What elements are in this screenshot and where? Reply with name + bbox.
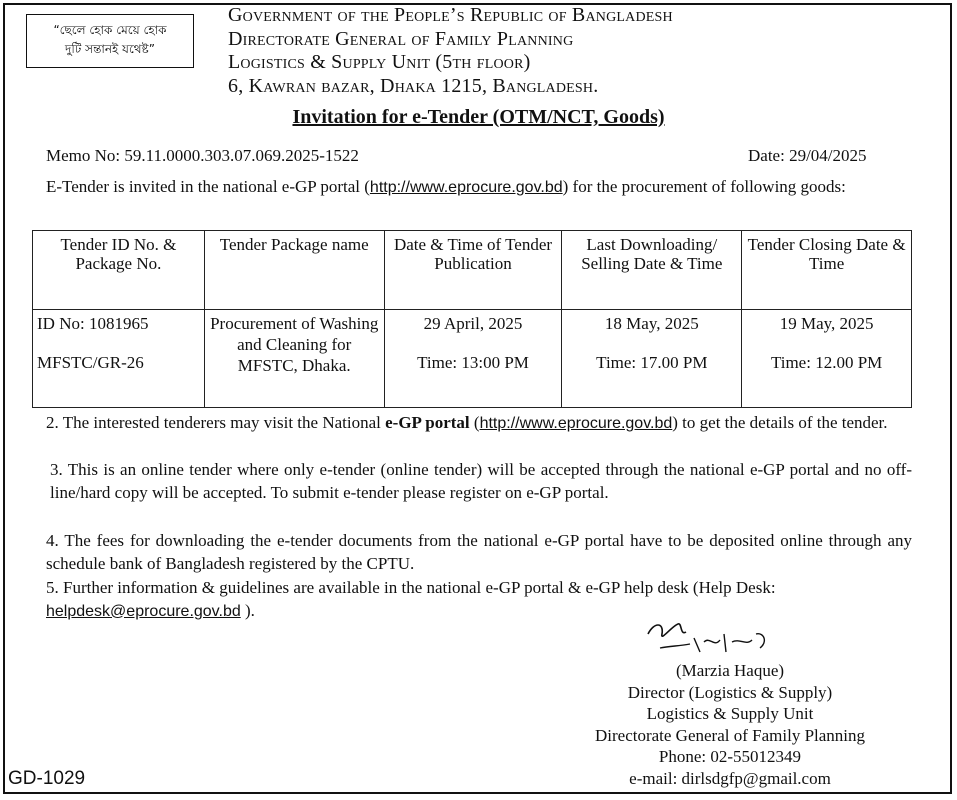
p5-text-after: ). [240,600,255,620]
table-header-row [33,231,912,310]
table-row [33,310,912,408]
p2-text-before: 2. The interested tenderers may visit the National [46,413,386,432]
publication-time: Time: 13:00 PM [417,353,529,372]
signatory-unit: Logistics & Supply Unit [646,704,814,723]
slogan-box [26,14,194,68]
p2-text-mid: ( [469,413,480,432]
downloading-date: 18 May, 2025 [604,314,699,333]
tender-id: ID No: 1081965 [37,314,149,333]
header-tender-id: Tender ID No. & Package No. [33,231,205,310]
letterhead [228,4,673,98]
letterhead-unit: Logistics & Supply Unit (5th floor) [228,51,531,73]
paragraph-4: 4. The fees for downloading the e-tender documents from the national e-GP portal have to be deposited online through any schedule bank of Bangladesh registered by the CPTU. [46,531,912,573]
tender-table [32,230,912,408]
signature-scribble [640,612,790,660]
slogan-line-1: “ছেলে হোক মেয়ে হোক [53,23,167,37]
p2-text-after: ) to get the details of the tender. [672,413,888,432]
cell-closing [742,310,912,408]
downloading-time: Time: 17.00 PM [596,353,708,372]
document-code: GD-1029 [8,768,86,789]
memo-date: Date: 29/04/2025 [748,146,867,165]
letterhead-directorate: Directorate General of Family Planning [228,27,574,50]
cell-publication [384,310,562,408]
eprocure-link-2[interactable]: http://www.eprocure.gov.bd [479,415,673,432]
letterhead-government: Government of the People’s Republic of Bangladesh [228,4,673,26]
cell-package-name: Procurement of Washing and Cleaning for MFSTC, Dhaka. [204,310,384,408]
document-title [0,106,957,129]
header-closing: Tender Closing Date & Time [742,231,912,310]
intro-text-before: E-Tender is invited in the national e-GP portal ( [46,177,370,196]
slogan-line-2: দুটি সন্তানই যথেষ্ট” [65,42,155,56]
signatory-email: e-mail: dirlsdgfp@gmail.com [629,768,831,788]
closing-date: 19 May, 2025 [779,314,874,333]
intro-paragraph [46,176,912,200]
closing-time: Time: 12.00 PM [770,353,883,372]
signatory-name: (Marzia Haque) [675,661,785,680]
paragraph-2 [46,412,912,436]
paragraph-3: 3. This is an online tender where only e-tender (online tender) will be accepted through the national e-GP portal and no off-line/hard copy will be accepted. To submit e-tender please register on e-GP portal. [50,460,912,502]
signatory-phone: Phone: 02-55012349 [658,747,802,766]
publication-date: 29 April, 2025 [423,314,523,333]
header-publication: Date & Time of Tender Publication [384,231,562,310]
memo-number: Memo No: 59.11.0000.303.07.069.2025-1522 [46,146,359,165]
cell-tender-id [33,310,205,408]
p2-bold-portal: e-GP portal [385,413,470,432]
intro-text-after: ) for the procurement of following goods: [562,177,846,196]
header-package-name: Tender Package name [204,231,384,310]
letterhead-address: 6, Kawran bazar, Dhaka 1215, Bangladesh. [228,74,599,97]
signature-block [530,660,930,789]
signatory-org: Directorate General of Family Planning [594,725,866,745]
helpdesk-email-link[interactable]: helpdesk@eprocure.gov.bd [46,602,241,620]
package-no: MFSTC/GR-26 [37,353,144,372]
cell-last-downloading [562,310,742,408]
signatory-title: Director (Logistics & Supply) [627,682,833,702]
title-text: Invitation for e-Tender (OTM/NCT, Goods) [292,106,665,128]
header-last-downloading: Last Downloading/ Selling Date & Time [562,231,742,310]
p5-text-before: 5. Further information & guidelines are available in the national e-GP portal & e-GP help desk (Help Desk: [46,578,776,597]
eprocure-link[interactable]: http://www.eprocure.gov.bd [369,179,563,196]
